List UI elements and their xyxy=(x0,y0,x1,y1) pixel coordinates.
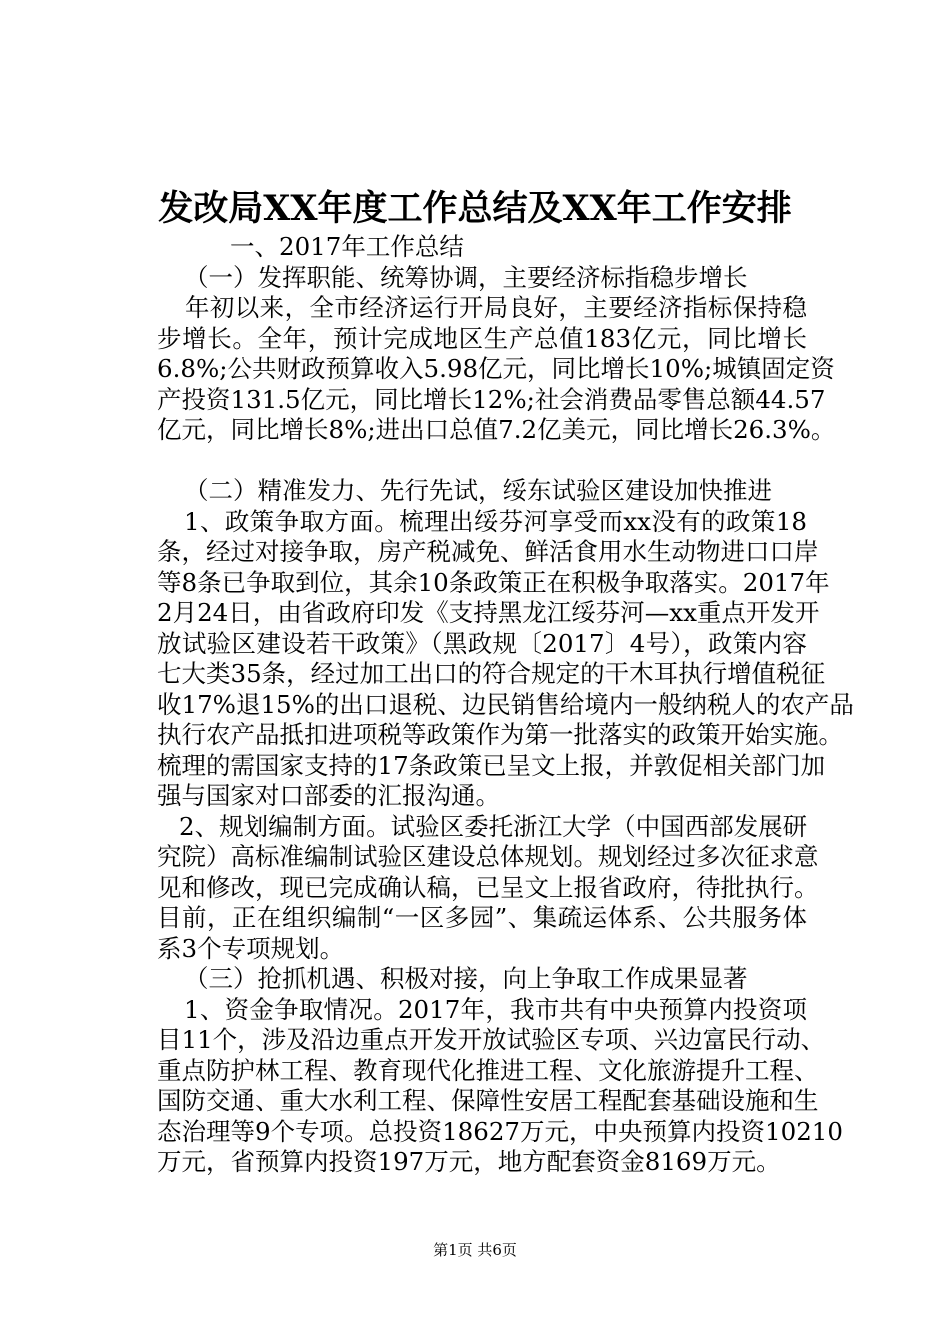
paragraph-line: 国防交通、重大水利工程、保障性安居工程配套基础设施和生 xyxy=(157,1086,819,1115)
paragraph-line: 6.8%;公共财政预算收入5.98亿元，同比增长10%;城镇固定资 xyxy=(157,354,835,383)
paragraph-line: 年初以来，全市经济运行开局良好，主要经济指标保持稳 xyxy=(185,293,807,322)
paragraph-line: 产投资131.5亿元，同比增长12%;社会消费品零售总额44.57 xyxy=(157,384,826,414)
paragraph-line: 执行农产品抵扣进项税等政策作为第一批落实的政策开始实施。 xyxy=(157,720,843,749)
paragraph-line: 七大类35条，经过加工出口的符合规定的干木耳执行增值税征 xyxy=(157,659,826,688)
paragraph-line: 收17%退15%的出口退税、边民销售给境内一般纳税人的农产品 xyxy=(157,689,854,719)
paragraph-line: 等8条已争取到位，其余10条政策正在积极争取落实。2017年 xyxy=(157,567,830,597)
paragraph-line: 目前，正在组织编制“一区多园”、集疏运体系、公共服务体 xyxy=(157,903,807,932)
paragraph-line: 见和修改，现已完成确认稿，已呈文上报省政府，待批执行。 xyxy=(157,872,819,902)
paragraph-line: 条，经过对接争取，房产税减免、鲜活食用水生动物进口口岸 xyxy=(157,537,819,566)
paragraph-line: 1、资金争取情况。2017年，我市共有中央预算内投资项 xyxy=(184,994,807,1024)
paragraph-line: 究院）高标准编制试验区建设总体规划。规划经过多次征求意 xyxy=(157,842,819,871)
section-heading: 一、2017年工作总结 xyxy=(230,232,464,261)
document-title: 发改局XX年度工作总结及XX年工作安排 xyxy=(158,188,792,229)
subsection-heading: （二）精准发力、先行先试，绥东试验区建设加快推进 xyxy=(184,476,772,505)
subsection-heading: （三）抢抓机遇、积极对接，向上争取工作成果显著 xyxy=(184,964,748,993)
paragraph-line: 1、政策争取方面。梳理出绥芬河享受而xx没有的政策18 xyxy=(184,506,807,536)
paragraph-line: 态治理等9个专项。总投资18627万元，中央预算内投资10210 xyxy=(157,1116,843,1146)
paragraph-line: 重点防护林工程、教育现代化推进工程、文化旅游提升工程、 xyxy=(157,1055,819,1085)
paragraph-line: 放试验区建设若干政策》（黑政规〔2017〕4号），政策内容 xyxy=(157,628,807,658)
blank-line xyxy=(157,446,807,477)
subsection-heading: （一）发挥职能、统筹协调，主要经济标指稳步增长 xyxy=(184,262,748,292)
paragraph-line: 系3个专项规划。 xyxy=(157,933,345,963)
paragraph-line: 目11个，涉及沿边重点开发开放试验区专项、兴边富民行动、 xyxy=(157,1025,826,1054)
paragraph-line: 步增长。全年，预计完成地区生产总值183亿元，同比增长 xyxy=(157,323,807,353)
paragraph-line: 梳理的需国家支持的17条政策已呈文上报，并敦促相关部门加 xyxy=(157,750,826,780)
paragraph-line: 2、规划编制方面。试验区委托浙江大学（中国西部发展研 xyxy=(179,811,808,841)
page-number-footer: 第1页 共6页 xyxy=(433,1241,517,1259)
paragraph-line: 强与国家对口部委的汇报沟通。 xyxy=(157,781,500,810)
document-body xyxy=(157,232,854,1178)
paragraph-line: 亿元，同比增长8%;进出口总值7.2亿美元，同比增长26.3%。 xyxy=(157,415,836,444)
paragraph-line: 2月24日，由省政府印发《支持黑龙江绥芬河—xx重点开发开 xyxy=(157,598,820,627)
paragraph-line: 万元，省预算内投资197万元，地方配套资金8169万元。 xyxy=(157,1147,781,1176)
